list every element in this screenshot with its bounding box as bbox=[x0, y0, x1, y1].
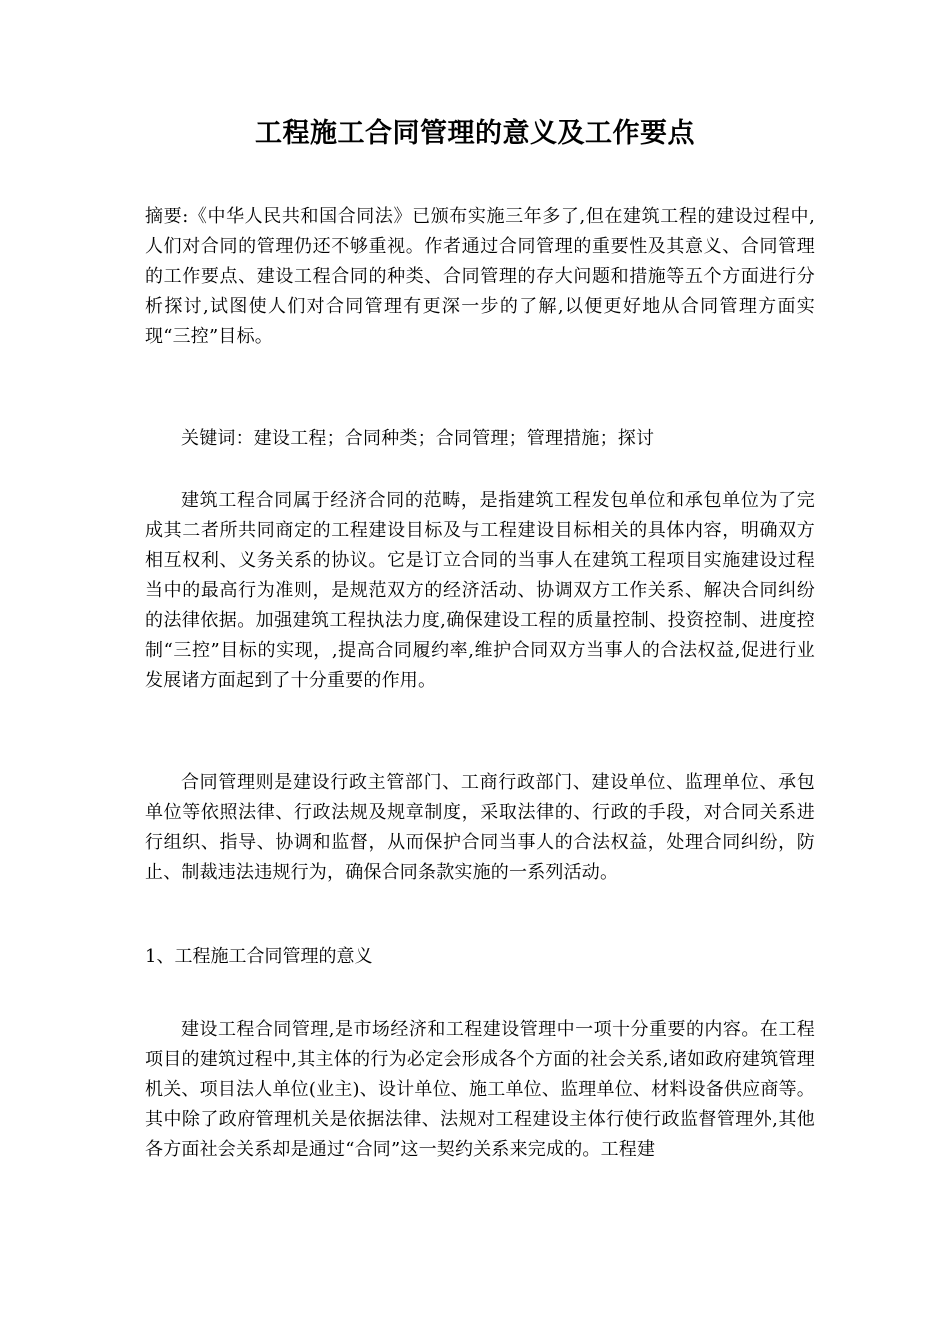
section-heading-1: 1、工程施工合同管理的意义 bbox=[145, 946, 373, 967]
document-title: 工程施工合同管理的意义及工作要点 bbox=[255, 118, 695, 150]
body-paragraph-contract-management: 合同管理则是建设行政主管部门、工商行政部门、建设单位、监理单位、承包单位等依照法律、行政法规及规章制度，采取法律的、行政的手段，对合同关系进行组织、指导、协调和监督，从而保护合同当事人的合法权益，处理合同纠纷，防止、制裁违法违规行为，确保合同条款实施的一系列活动。 bbox=[145, 772, 815, 883]
abstract-paragraph: 摘要:《中华人民共和国合同法》已颁布实施三年多了,但在建筑工程的建设过程中,人们对合同的管理仍还不够重视。作者通过合同管理的重要性及其意义、合同管理的工作要点、建设工程合同的种类、合同管理的存大问题和措施等五个方面进行分析探讨,试图使人们对合同管理有更深一步的了解,以便更好地从合同管理方面实现“三控”目标。 bbox=[145, 206, 815, 347]
section-1-paragraph: 建设工程合同管理,是市场经济和工程建设管理中一项十分重要的内容。在工程项目的建筑过程中,其主体的行为必定会形成各个方面的社会关系,诸如政府建筑管理机关、项目法人单位(业主)、设计单位、施工单位、监理单位、材料设备供应商等。其中除了政府管理机关是依据法律、法规对工程建设主体行使行政监督管理外,其他各方面社会关系却是通过“合同”这一契约关系来完成的。工程建 bbox=[145, 1019, 815, 1160]
body-paragraph-contract-definition: 建筑工程合同属于经济合同的范畴，是指建筑工程发包单位和承包单位为了完成其二者所共同商定的工程建设目标及与工程建设目标相关的具体内容，明确双方相互权利、义务关系的协议。它是订立合同的当事人在建筑工程项目实施建设过程当中的最高行为准则，是规范双方的经济活动、协调双方工作关系、解决合同纠纷的法律依据。加强建筑工程执法力度,确保建设工程的质量控制、投资控制、进度控制“三控”目标的实现，,提高合同履约率,维护合同双方当事人的合法权益,促进行业发展诸方面起到了十分重要的作用。 bbox=[145, 490, 815, 691]
keywords-line: 关键词：建设工程；合同种类；合同管理；管理措施；探讨 bbox=[181, 428, 655, 449]
